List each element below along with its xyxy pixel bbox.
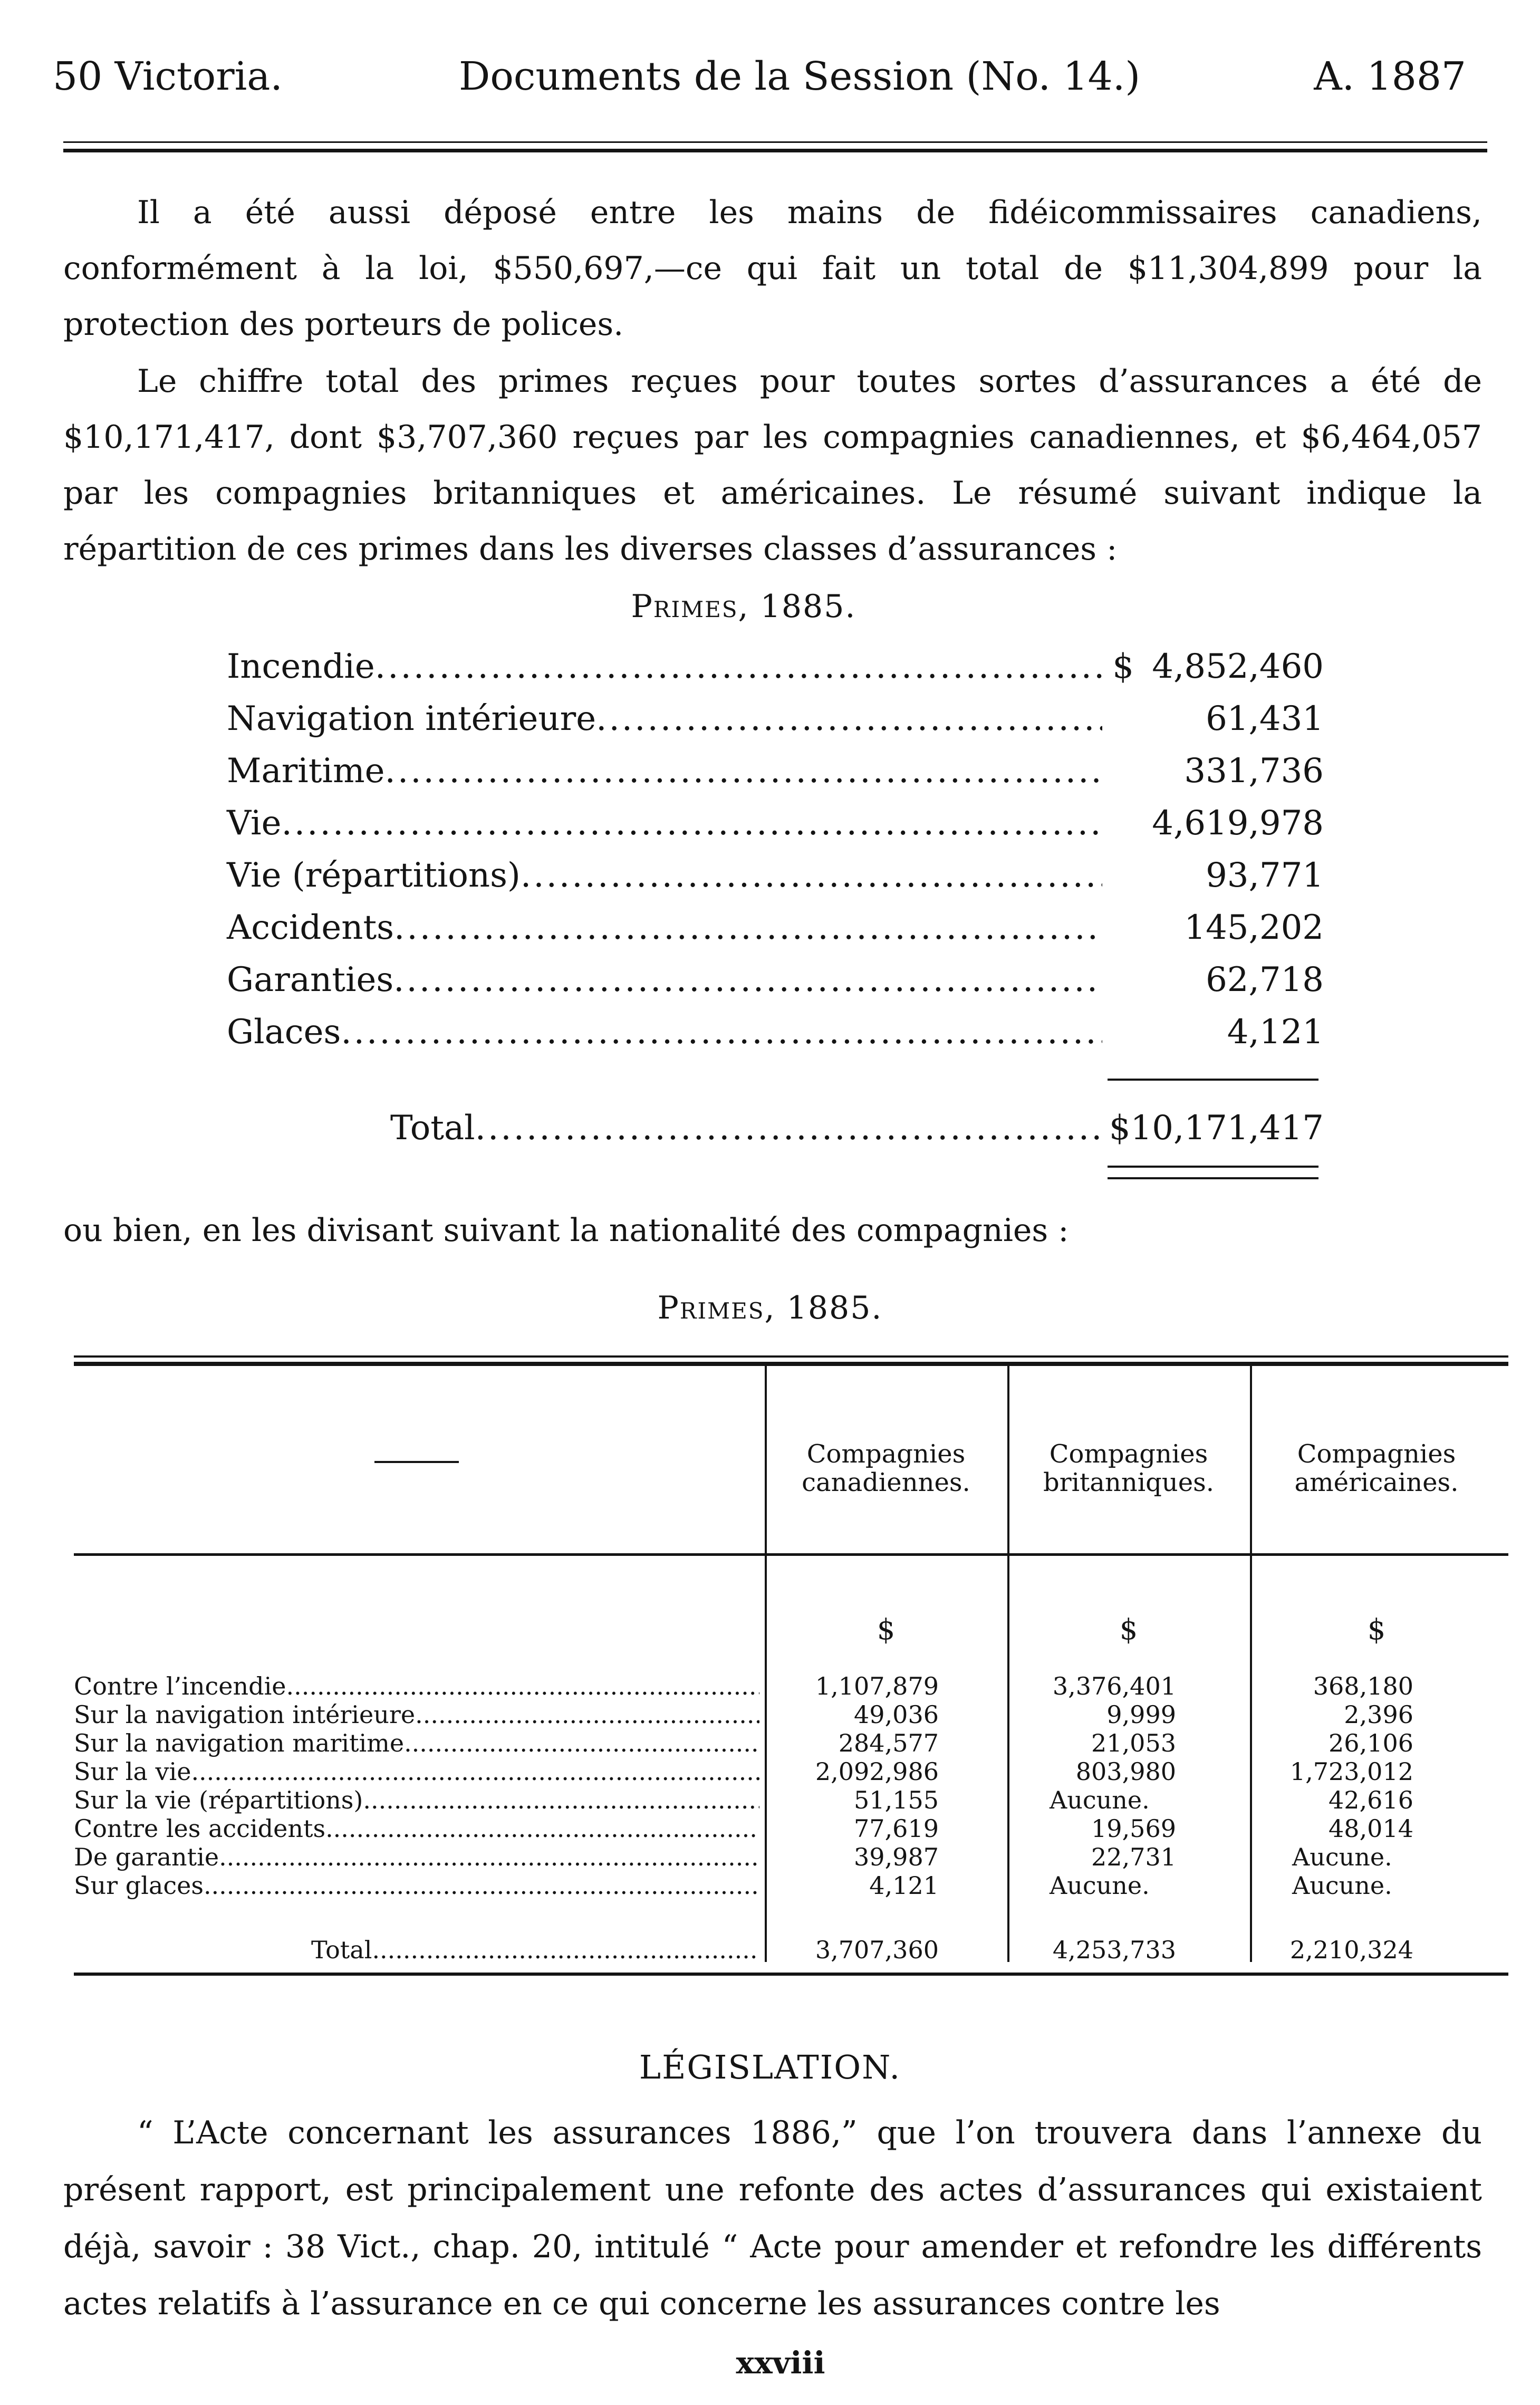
- summary-double-rule-1: [1108, 1166, 1318, 1168]
- table-row-label: Contre l’incendie: [74, 1672, 286, 1700]
- table-total-canadian: 3,707,360: [815, 1936, 939, 1964]
- table-cell-american: 26,106: [1329, 1729, 1413, 1757]
- summary-row: [227, 797, 1324, 849]
- table-row: [74, 1871, 1508, 1900]
- summary-double-rule-2: [1108, 1177, 1318, 1179]
- table-row: [74, 1786, 1508, 1814]
- summary-total-value: $10,171,417: [1109, 1109, 1324, 1148]
- table-row-label: Sur la vie: [74, 1757, 191, 1786]
- table-cell-american: Aucune.: [1292, 1843, 1392, 1871]
- summary-row-value: 145,202: [1184, 908, 1324, 947]
- table-cell-british: Aucune.: [1050, 1871, 1150, 1900]
- paragraph-nationality: ou bien, en les divisant suivant la nationalité des compagnies :: [63, 1212, 1069, 1249]
- table-cell-american: 48,014: [1329, 1814, 1413, 1843]
- premiums-table: [74, 1355, 1508, 1983]
- table-cell-canadian: 77,619: [854, 1814, 939, 1843]
- summary-row-value: 331,736: [1184, 752, 1324, 791]
- table-row-label: Sur la navigation maritime: [74, 1729, 405, 1757]
- table-total-american: 2,210,324: [1289, 1936, 1413, 1964]
- summary-row-label: Garanties: [227, 960, 394, 999]
- table-cell-british: 803,980: [1075, 1757, 1176, 1786]
- table-bottom-rule: [74, 1973, 1508, 1976]
- summary-row: [227, 693, 1324, 745]
- table-cell-british: 3,376,401: [1052, 1672, 1176, 1700]
- table-cell-british: 19,569: [1091, 1814, 1176, 1843]
- summary-row: [227, 1006, 1324, 1058]
- table-cell-canadian: 1,107,879: [815, 1672, 939, 1700]
- legislation-heading: LÉGISLATION.: [639, 2048, 901, 2086]
- col2-currency: $: [1119, 1613, 1138, 1646]
- summary-row-value: 4,619,978: [1152, 804, 1324, 843]
- table-row: [74, 1672, 1508, 1700]
- table-cell-british: 21,053: [1091, 1729, 1176, 1757]
- summary-row-label: Glaces: [227, 1013, 341, 1052]
- summary-row: [227, 745, 1324, 797]
- table-cell-american: 368,180: [1313, 1672, 1413, 1700]
- page-number: xxviii: [736, 2345, 825, 2381]
- table-cell-british: 22,731: [1091, 1843, 1176, 1871]
- table-cell-american: 42,616: [1329, 1786, 1413, 1814]
- table-row: [74, 1700, 1508, 1729]
- table-total-label: Total: [311, 1936, 372, 1964]
- header-session: 50 Victoria.: [53, 54, 283, 99]
- col-american: Compagnies américaines.: [1294, 1439, 1459, 1497]
- summary-row-label: Accidents: [227, 908, 394, 947]
- table-total-british: 4,253,733: [1052, 1936, 1176, 1964]
- summary-row-value: 93,771: [1206, 856, 1324, 895]
- table-cell-canadian: 49,036: [854, 1700, 939, 1729]
- table-top-rule-1: [74, 1355, 1508, 1358]
- table-row: [74, 1757, 1508, 1786]
- table-row: [74, 1814, 1508, 1843]
- table-cell-british: Aucune.: [1050, 1786, 1150, 1814]
- summary-row-label: Incendie: [227, 647, 375, 686]
- table-title: Primes, 1885.: [657, 1290, 883, 1326]
- summary-row: [227, 641, 1324, 692]
- summary-row: [227, 954, 1324, 1006]
- table-cell-canadian: 39,987: [854, 1843, 939, 1871]
- header-rule-top: [63, 141, 1487, 143]
- col-canadian: Compagnies canadiennes.: [802, 1439, 970, 1497]
- summary-total-label: Total: [390, 1109, 475, 1148]
- table-cell-canadian: 284,577: [838, 1729, 939, 1757]
- table-cell-canadian: 4,121: [869, 1871, 939, 1900]
- table-header-rule: [74, 1553, 1508, 1556]
- col3-currency: $: [1367, 1613, 1386, 1646]
- table-row-label: Sur la vie (répartitions): [74, 1786, 363, 1814]
- legislation-paragraph: “ L’Acte concernant les assurances 1886,” que l’on trouvera dans l’annexe du présent rapport, est principalement une refonte des actes d’assurances qui existaient déjà, savoir : 38 Vict., chap. 20, intitulé “ Acte pour amender et refondre les différents actes relatifs à l’assurance en ce qui concerne les assurances contre les: [63, 2114, 1482, 2322]
- summary-row-value: 4,852,460: [1152, 647, 1324, 686]
- header-year: A. 1887: [1314, 54, 1466, 99]
- summary-row-value: 62,718: [1206, 960, 1324, 999]
- table-row-label: Sur la navigation intérieure: [74, 1700, 416, 1729]
- summary-row-currency: $: [1112, 647, 1134, 686]
- table-cell-british: 9,999: [1106, 1700, 1176, 1729]
- summary-total-row: [227, 1102, 1324, 1154]
- summary-total-rule: [1108, 1079, 1318, 1081]
- col1-currency: $: [877, 1613, 896, 1646]
- summary-row-value: 61,431: [1206, 699, 1324, 738]
- summary-row: [227, 902, 1324, 954]
- summary-row-label: Vie (répartitions): [227, 856, 521, 895]
- table-cell-american: 2,396: [1344, 1700, 1413, 1729]
- table-row-label: Sur glaces: [74, 1871, 204, 1900]
- table-total-row: [74, 1936, 1508, 1964]
- summary-row-label: Navigation intérieure: [227, 699, 596, 738]
- header-rule-bottom: [63, 149, 1487, 152]
- table-row: [74, 1729, 1508, 1757]
- summary-title: Primes, 1885.: [631, 588, 856, 625]
- summary-row-label: Maritime: [227, 752, 385, 791]
- summary-row: [227, 850, 1324, 901]
- summary-row-value: 4,121: [1227, 1013, 1324, 1052]
- table-row-label: De garantie: [74, 1843, 219, 1871]
- table-row: [74, 1843, 1508, 1871]
- paragraph-premiums: Le chiffre total des primes reçues pour toutes sortes d’assurances a été de $10,171,417, dont $3,707,360 reçues par les compagnies canadiennes, et $6,464,057 par les compagnies britanniques et américaines. Le résumé suivant indique la répartition de ces primes dans les diverses classes d’assurances :: [63, 363, 1482, 567]
- table-cell-american: 1,723,012: [1289, 1757, 1413, 1786]
- table-cell-canadian: 2,092,986: [815, 1757, 939, 1786]
- stub-dash: [374, 1461, 459, 1463]
- header-title: Documents de la Session (No. 14.): [459, 54, 1141, 99]
- table-top-rule-2: [74, 1362, 1508, 1366]
- summary-row-label: Vie: [227, 804, 282, 843]
- col-british: Compagnies britanniques.: [1043, 1439, 1215, 1497]
- table-cell-canadian: 51,155: [854, 1786, 939, 1814]
- paragraph-deposit: Il a été aussi déposé entre les mains de fidéicommissaires canadiens, conformément à la loi, $550,697,—ce qui fait un total de $11,304,899 pour la protection des porteurs de polices.: [63, 194, 1482, 343]
- table-cell-american: Aucune.: [1292, 1871, 1392, 1900]
- table-row-label: Contre les accidents: [74, 1814, 326, 1843]
